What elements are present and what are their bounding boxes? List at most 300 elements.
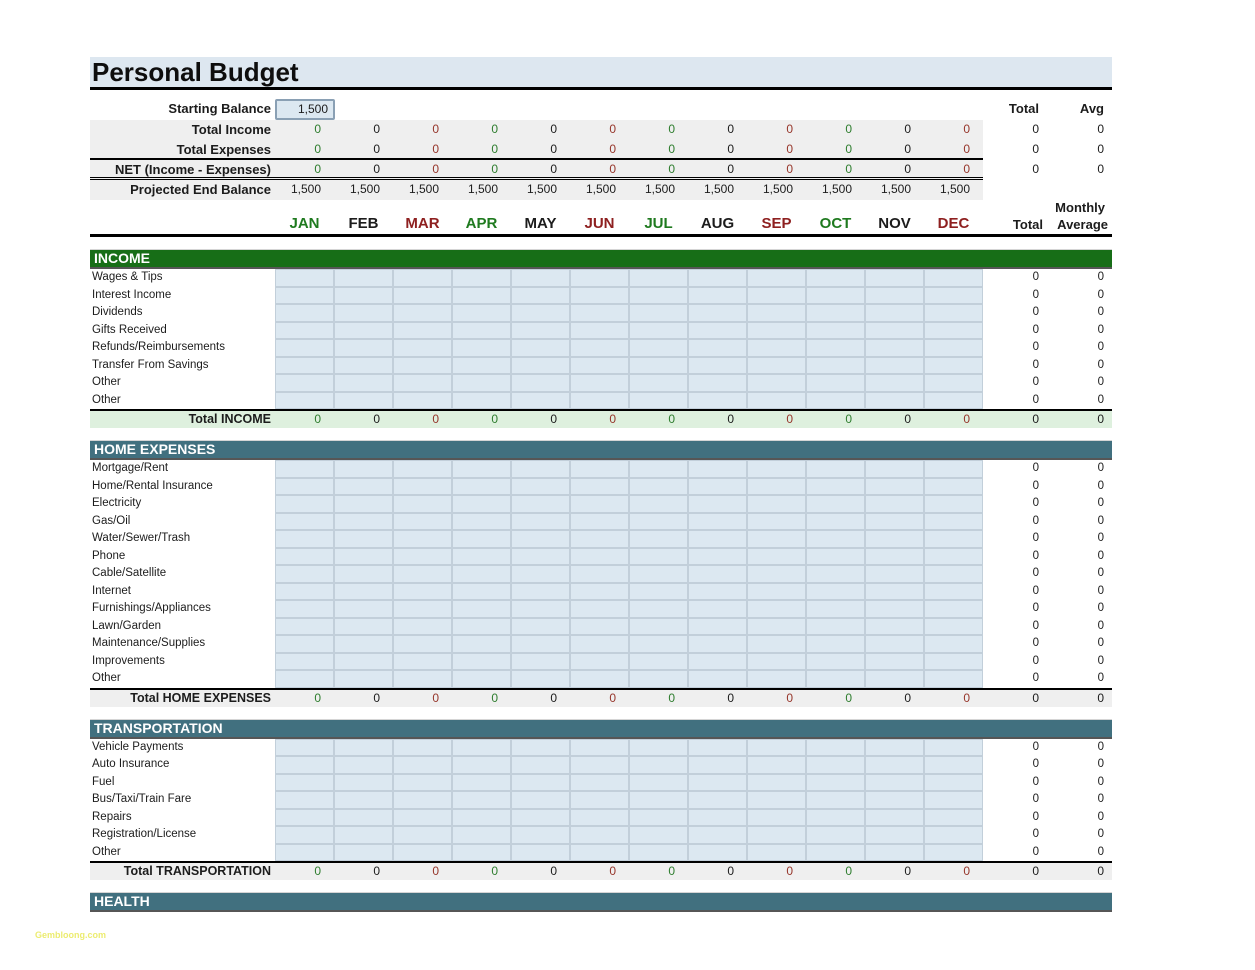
month-input-cell[interactable] xyxy=(334,774,393,792)
month-input-cell[interactable] xyxy=(806,269,865,287)
month-input-cell[interactable] xyxy=(865,774,924,792)
month-input-cell[interactable] xyxy=(334,513,393,531)
month-input-cell[interactable] xyxy=(570,460,629,478)
month-input-cell[interactable] xyxy=(452,739,511,757)
month-input-cell[interactable] xyxy=(688,287,747,305)
month-input-cell[interactable] xyxy=(806,478,865,496)
month-input-cell[interactable] xyxy=(452,548,511,566)
month-input-cell[interactable] xyxy=(629,304,688,322)
month-input-cell[interactable] xyxy=(806,392,865,410)
month-input-cell[interactable] xyxy=(511,269,570,287)
month-input-cell[interactable] xyxy=(629,670,688,688)
month-input-cell[interactable] xyxy=(334,495,393,513)
month-input-cell[interactable] xyxy=(393,774,452,792)
month-input-cell[interactable] xyxy=(806,844,865,862)
month-input-cell[interactable] xyxy=(570,618,629,636)
month-input-cell[interactable] xyxy=(806,774,865,792)
month-input-cell[interactable] xyxy=(924,826,983,844)
month-input-cell[interactable] xyxy=(393,478,452,496)
month-input-cell[interactable] xyxy=(393,844,452,862)
month-input-cell[interactable] xyxy=(275,339,334,357)
month-input-cell[interactable] xyxy=(865,844,924,862)
month-input-cell[interactable] xyxy=(452,374,511,392)
month-input-cell[interactable] xyxy=(452,530,511,548)
month-input-cell[interactable] xyxy=(275,600,334,618)
month-input-cell[interactable] xyxy=(511,357,570,375)
month-input-cell[interactable] xyxy=(570,600,629,618)
month-input-cell[interactable] xyxy=(393,670,452,688)
month-input-cell[interactable] xyxy=(452,304,511,322)
month-input-cell[interactable] xyxy=(629,565,688,583)
month-input-cell[interactable] xyxy=(747,357,806,375)
month-input-cell[interactable] xyxy=(865,809,924,827)
month-input-cell[interactable] xyxy=(865,495,924,513)
month-input-cell[interactable] xyxy=(275,635,334,653)
month-input-cell[interactable] xyxy=(688,826,747,844)
month-input-cell[interactable] xyxy=(393,653,452,671)
month-input-cell[interactable] xyxy=(334,844,393,862)
month-input-cell[interactable] xyxy=(570,530,629,548)
month-input-cell[interactable] xyxy=(865,739,924,757)
month-input-cell[interactable] xyxy=(806,513,865,531)
month-input-cell[interactable] xyxy=(629,653,688,671)
month-input-cell[interactable] xyxy=(334,322,393,340)
month-input-cell[interactable] xyxy=(865,374,924,392)
month-input-cell[interactable] xyxy=(511,495,570,513)
month-input-cell[interactable] xyxy=(275,392,334,410)
month-input-cell[interactable] xyxy=(570,339,629,357)
month-input-cell[interactable] xyxy=(275,565,334,583)
month-input-cell[interactable] xyxy=(924,495,983,513)
month-input-cell[interactable] xyxy=(629,269,688,287)
month-input-cell[interactable] xyxy=(688,374,747,392)
month-input-cell[interactable] xyxy=(334,478,393,496)
month-input-cell[interactable] xyxy=(452,583,511,601)
month-input-cell[interactable] xyxy=(511,565,570,583)
month-input-cell[interactable] xyxy=(452,339,511,357)
month-input-cell[interactable] xyxy=(806,826,865,844)
month-input-cell[interactable] xyxy=(747,548,806,566)
month-input-cell[interactable] xyxy=(688,565,747,583)
month-input-cell[interactable] xyxy=(688,495,747,513)
month-input-cell[interactable] xyxy=(334,756,393,774)
month-input-cell[interactable] xyxy=(747,460,806,478)
month-input-cell[interactable] xyxy=(511,739,570,757)
month-input-cell[interactable] xyxy=(334,357,393,375)
month-input-cell[interactable] xyxy=(511,618,570,636)
month-input-cell[interactable] xyxy=(924,460,983,478)
month-input-cell[interactable] xyxy=(688,635,747,653)
month-input-cell[interactable] xyxy=(275,513,334,531)
month-input-cell[interactable] xyxy=(865,548,924,566)
month-input-cell[interactable] xyxy=(393,269,452,287)
month-input-cell[interactable] xyxy=(452,392,511,410)
month-input-cell[interactable] xyxy=(275,374,334,392)
month-input-cell[interactable] xyxy=(865,600,924,618)
month-input-cell[interactable] xyxy=(570,392,629,410)
month-input-cell[interactable] xyxy=(747,809,806,827)
month-input-cell[interactable] xyxy=(924,756,983,774)
month-input-cell[interactable] xyxy=(747,739,806,757)
month-input-cell[interactable] xyxy=(865,339,924,357)
month-input-cell[interactable] xyxy=(688,357,747,375)
month-input-cell[interactable] xyxy=(570,565,629,583)
month-input-cell[interactable] xyxy=(452,600,511,618)
month-input-cell[interactable] xyxy=(393,339,452,357)
month-input-cell[interactable] xyxy=(275,304,334,322)
month-input-cell[interactable] xyxy=(452,565,511,583)
month-input-cell[interactable] xyxy=(570,495,629,513)
month-input-cell[interactable] xyxy=(275,322,334,340)
month-input-cell[interactable] xyxy=(806,287,865,305)
month-input-cell[interactable] xyxy=(865,826,924,844)
month-input-cell[interactable] xyxy=(629,460,688,478)
month-input-cell[interactable] xyxy=(924,739,983,757)
month-input-cell[interactable] xyxy=(275,809,334,827)
month-input-cell[interactable] xyxy=(275,478,334,496)
month-input-cell[interactable] xyxy=(629,809,688,827)
month-input-cell[interactable] xyxy=(275,653,334,671)
month-input-cell[interactable] xyxy=(570,774,629,792)
month-input-cell[interactable] xyxy=(629,600,688,618)
month-input-cell[interactable] xyxy=(688,670,747,688)
month-input-cell[interactable] xyxy=(924,357,983,375)
month-input-cell[interactable] xyxy=(334,809,393,827)
month-input-cell[interactable] xyxy=(747,635,806,653)
month-input-cell[interactable] xyxy=(865,618,924,636)
month-input-cell[interactable] xyxy=(629,530,688,548)
month-input-cell[interactable] xyxy=(570,756,629,774)
month-input-cell[interactable] xyxy=(334,791,393,809)
month-input-cell[interactable] xyxy=(275,269,334,287)
month-input-cell[interactable] xyxy=(393,548,452,566)
month-input-cell[interactable] xyxy=(275,583,334,601)
month-input-cell[interactable] xyxy=(334,339,393,357)
month-input-cell[interactable] xyxy=(511,287,570,305)
month-input-cell[interactable] xyxy=(275,287,334,305)
month-input-cell[interactable] xyxy=(511,513,570,531)
month-input-cell[interactable] xyxy=(393,392,452,410)
month-input-cell[interactable] xyxy=(865,756,924,774)
month-input-cell[interactable] xyxy=(924,635,983,653)
month-input-cell[interactable] xyxy=(924,670,983,688)
month-input-cell[interactable] xyxy=(865,287,924,305)
month-input-cell[interactable] xyxy=(688,809,747,827)
month-input-cell[interactable] xyxy=(570,304,629,322)
month-input-cell[interactable] xyxy=(511,374,570,392)
month-input-cell[interactable] xyxy=(511,339,570,357)
month-input-cell[interactable] xyxy=(688,600,747,618)
month-input-cell[interactable] xyxy=(865,530,924,548)
month-input-cell[interactable] xyxy=(688,392,747,410)
month-input-cell[interactable] xyxy=(334,618,393,636)
month-input-cell[interactable] xyxy=(334,374,393,392)
month-input-cell[interactable] xyxy=(629,774,688,792)
month-input-cell[interactable] xyxy=(806,618,865,636)
month-input-cell[interactable] xyxy=(334,600,393,618)
month-input-cell[interactable] xyxy=(806,670,865,688)
month-input-cell[interactable] xyxy=(570,374,629,392)
month-input-cell[interactable] xyxy=(334,826,393,844)
month-input-cell[interactable] xyxy=(806,374,865,392)
month-input-cell[interactable] xyxy=(806,339,865,357)
month-input-cell[interactable] xyxy=(393,600,452,618)
month-input-cell[interactable] xyxy=(570,322,629,340)
month-input-cell[interactable] xyxy=(688,791,747,809)
month-input-cell[interactable] xyxy=(865,392,924,410)
month-input-cell[interactable] xyxy=(393,826,452,844)
month-input-cell[interactable] xyxy=(275,844,334,862)
month-input-cell[interactable] xyxy=(452,809,511,827)
month-input-cell[interactable] xyxy=(511,774,570,792)
month-input-cell[interactable] xyxy=(688,513,747,531)
month-input-cell[interactable] xyxy=(452,635,511,653)
month-input-cell[interactable] xyxy=(452,322,511,340)
month-input-cell[interactable] xyxy=(275,739,334,757)
month-input-cell[interactable] xyxy=(511,304,570,322)
month-input-cell[interactable] xyxy=(747,618,806,636)
month-input-cell[interactable] xyxy=(334,392,393,410)
month-input-cell[interactable] xyxy=(688,756,747,774)
month-input-cell[interactable] xyxy=(334,583,393,601)
month-input-cell[interactable] xyxy=(570,809,629,827)
month-input-cell[interactable] xyxy=(511,460,570,478)
month-input-cell[interactable] xyxy=(806,565,865,583)
month-input-cell[interactable] xyxy=(688,530,747,548)
month-input-cell[interactable] xyxy=(806,530,865,548)
month-input-cell[interactable] xyxy=(865,635,924,653)
month-input-cell[interactable] xyxy=(393,565,452,583)
month-input-cell[interactable] xyxy=(806,791,865,809)
month-input-cell[interactable] xyxy=(747,304,806,322)
month-input-cell[interactable] xyxy=(865,322,924,340)
month-input-cell[interactable] xyxy=(275,774,334,792)
month-input-cell[interactable] xyxy=(865,565,924,583)
month-input-cell[interactable] xyxy=(924,548,983,566)
month-input-cell[interactable] xyxy=(275,548,334,566)
month-input-cell[interactable] xyxy=(747,374,806,392)
month-input-cell[interactable] xyxy=(865,653,924,671)
month-input-cell[interactable] xyxy=(393,791,452,809)
month-input-cell[interactable] xyxy=(511,670,570,688)
month-input-cell[interactable] xyxy=(511,530,570,548)
month-input-cell[interactable] xyxy=(275,530,334,548)
month-input-cell[interactable] xyxy=(275,670,334,688)
month-input-cell[interactable] xyxy=(688,774,747,792)
month-input-cell[interactable] xyxy=(570,478,629,496)
month-input-cell[interactable] xyxy=(806,322,865,340)
month-input-cell[interactable] xyxy=(747,392,806,410)
month-input-cell[interactable] xyxy=(806,653,865,671)
month-input-cell[interactable] xyxy=(334,304,393,322)
month-input-cell[interactable] xyxy=(452,478,511,496)
month-input-cell[interactable] xyxy=(334,670,393,688)
month-input-cell[interactable] xyxy=(393,809,452,827)
month-input-cell[interactable] xyxy=(747,600,806,618)
month-input-cell[interactable] xyxy=(629,392,688,410)
month-input-cell[interactable] xyxy=(924,287,983,305)
month-input-cell[interactable] xyxy=(924,653,983,671)
month-input-cell[interactable] xyxy=(924,809,983,827)
month-input-cell[interactable] xyxy=(924,844,983,862)
month-input-cell[interactable] xyxy=(924,530,983,548)
month-input-cell[interactable] xyxy=(629,583,688,601)
month-input-cell[interactable] xyxy=(688,478,747,496)
month-input-cell[interactable] xyxy=(924,791,983,809)
month-input-cell[interactable] xyxy=(570,844,629,862)
month-input-cell[interactable] xyxy=(511,809,570,827)
month-input-cell[interactable] xyxy=(747,826,806,844)
month-input-cell[interactable] xyxy=(806,548,865,566)
month-input-cell[interactable] xyxy=(511,478,570,496)
month-input-cell[interactable] xyxy=(334,565,393,583)
month-input-cell[interactable] xyxy=(334,653,393,671)
month-input-cell[interactable] xyxy=(511,583,570,601)
month-input-cell[interactable] xyxy=(806,756,865,774)
month-input-cell[interactable] xyxy=(570,635,629,653)
month-input-cell[interactable] xyxy=(865,791,924,809)
month-input-cell[interactable] xyxy=(688,304,747,322)
month-input-cell[interactable] xyxy=(570,357,629,375)
month-input-cell[interactable] xyxy=(275,756,334,774)
month-input-cell[interactable] xyxy=(452,756,511,774)
month-input-cell[interactable] xyxy=(629,374,688,392)
month-input-cell[interactable] xyxy=(629,791,688,809)
month-input-cell[interactable] xyxy=(865,357,924,375)
month-input-cell[interactable] xyxy=(865,304,924,322)
month-input-cell[interactable] xyxy=(629,322,688,340)
month-input-cell[interactable] xyxy=(924,618,983,636)
month-input-cell[interactable] xyxy=(806,739,865,757)
month-input-cell[interactable] xyxy=(747,530,806,548)
month-input-cell[interactable] xyxy=(511,600,570,618)
month-input-cell[interactable] xyxy=(688,844,747,862)
month-input-cell[interactable] xyxy=(688,322,747,340)
month-input-cell[interactable] xyxy=(629,635,688,653)
month-input-cell[interactable] xyxy=(924,774,983,792)
month-input-cell[interactable] xyxy=(275,495,334,513)
month-input-cell[interactable] xyxy=(806,583,865,601)
month-input-cell[interactable] xyxy=(924,565,983,583)
month-input-cell[interactable] xyxy=(747,565,806,583)
month-input-cell[interactable] xyxy=(924,374,983,392)
month-input-cell[interactable] xyxy=(334,287,393,305)
month-input-cell[interactable] xyxy=(511,635,570,653)
month-input-cell[interactable] xyxy=(511,844,570,862)
month-input-cell[interactable] xyxy=(511,653,570,671)
month-input-cell[interactable] xyxy=(275,618,334,636)
month-input-cell[interactable] xyxy=(747,513,806,531)
month-input-cell[interactable] xyxy=(865,478,924,496)
month-input-cell[interactable] xyxy=(806,357,865,375)
month-input-cell[interactable] xyxy=(393,304,452,322)
month-input-cell[interactable] xyxy=(275,460,334,478)
month-input-cell[interactable] xyxy=(629,287,688,305)
month-input-cell[interactable] xyxy=(570,670,629,688)
month-input-cell[interactable] xyxy=(865,583,924,601)
month-input-cell[interactable] xyxy=(511,322,570,340)
month-input-cell[interactable] xyxy=(924,478,983,496)
month-input-cell[interactable] xyxy=(629,826,688,844)
month-input-cell[interactable] xyxy=(688,618,747,636)
month-input-cell[interactable] xyxy=(452,618,511,636)
month-input-cell[interactable] xyxy=(629,339,688,357)
month-input-cell[interactable] xyxy=(629,756,688,774)
month-input-cell[interactable] xyxy=(747,653,806,671)
month-input-cell[interactable] xyxy=(452,495,511,513)
month-input-cell[interactable] xyxy=(452,460,511,478)
month-input-cell[interactable] xyxy=(747,756,806,774)
month-input-cell[interactable] xyxy=(393,530,452,548)
month-input-cell[interactable] xyxy=(334,269,393,287)
month-input-cell[interactable] xyxy=(629,739,688,757)
month-input-cell[interactable] xyxy=(629,478,688,496)
month-input-cell[interactable] xyxy=(570,826,629,844)
month-input-cell[interactable] xyxy=(688,548,747,566)
month-input-cell[interactable] xyxy=(334,548,393,566)
month-input-cell[interactable] xyxy=(570,653,629,671)
month-input-cell[interactable] xyxy=(747,774,806,792)
month-input-cell[interactable] xyxy=(570,513,629,531)
month-input-cell[interactable] xyxy=(688,460,747,478)
month-input-cell[interactable] xyxy=(452,513,511,531)
month-input-cell[interactable] xyxy=(275,791,334,809)
month-input-cell[interactable] xyxy=(688,339,747,357)
month-input-cell[interactable] xyxy=(924,583,983,601)
month-input-cell[interactable] xyxy=(393,357,452,375)
month-input-cell[interactable] xyxy=(511,392,570,410)
month-input-cell[interactable] xyxy=(747,495,806,513)
month-input-cell[interactable] xyxy=(511,548,570,566)
month-input-cell[interactable] xyxy=(688,269,747,287)
starting-balance-input[interactable]: 1,500 xyxy=(275,99,335,120)
month-input-cell[interactable] xyxy=(393,756,452,774)
month-input-cell[interactable] xyxy=(570,583,629,601)
month-input-cell[interactable] xyxy=(924,513,983,531)
month-input-cell[interactable] xyxy=(452,774,511,792)
month-input-cell[interactable] xyxy=(334,530,393,548)
month-input-cell[interactable] xyxy=(570,791,629,809)
month-input-cell[interactable] xyxy=(747,670,806,688)
month-input-cell[interactable] xyxy=(275,826,334,844)
month-input-cell[interactable] xyxy=(747,791,806,809)
month-input-cell[interactable] xyxy=(924,304,983,322)
month-input-cell[interactable] xyxy=(688,583,747,601)
month-input-cell[interactable] xyxy=(570,739,629,757)
month-input-cell[interactable] xyxy=(393,374,452,392)
month-input-cell[interactable] xyxy=(924,269,983,287)
month-input-cell[interactable] xyxy=(629,495,688,513)
month-input-cell[interactable] xyxy=(747,583,806,601)
month-input-cell[interactable] xyxy=(393,583,452,601)
month-input-cell[interactable] xyxy=(629,844,688,862)
month-input-cell[interactable] xyxy=(393,322,452,340)
month-input-cell[interactable] xyxy=(747,322,806,340)
month-input-cell[interactable] xyxy=(806,809,865,827)
month-input-cell[interactable] xyxy=(629,513,688,531)
month-input-cell[interactable] xyxy=(393,618,452,636)
month-input-cell[interactable] xyxy=(747,339,806,357)
month-input-cell[interactable] xyxy=(334,739,393,757)
month-input-cell[interactable] xyxy=(629,548,688,566)
month-input-cell[interactable] xyxy=(688,653,747,671)
month-input-cell[interactable] xyxy=(570,287,629,305)
month-input-cell[interactable] xyxy=(452,653,511,671)
month-input-cell[interactable] xyxy=(393,287,452,305)
month-input-cell[interactable] xyxy=(393,513,452,531)
month-input-cell[interactable] xyxy=(393,635,452,653)
month-input-cell[interactable] xyxy=(452,826,511,844)
